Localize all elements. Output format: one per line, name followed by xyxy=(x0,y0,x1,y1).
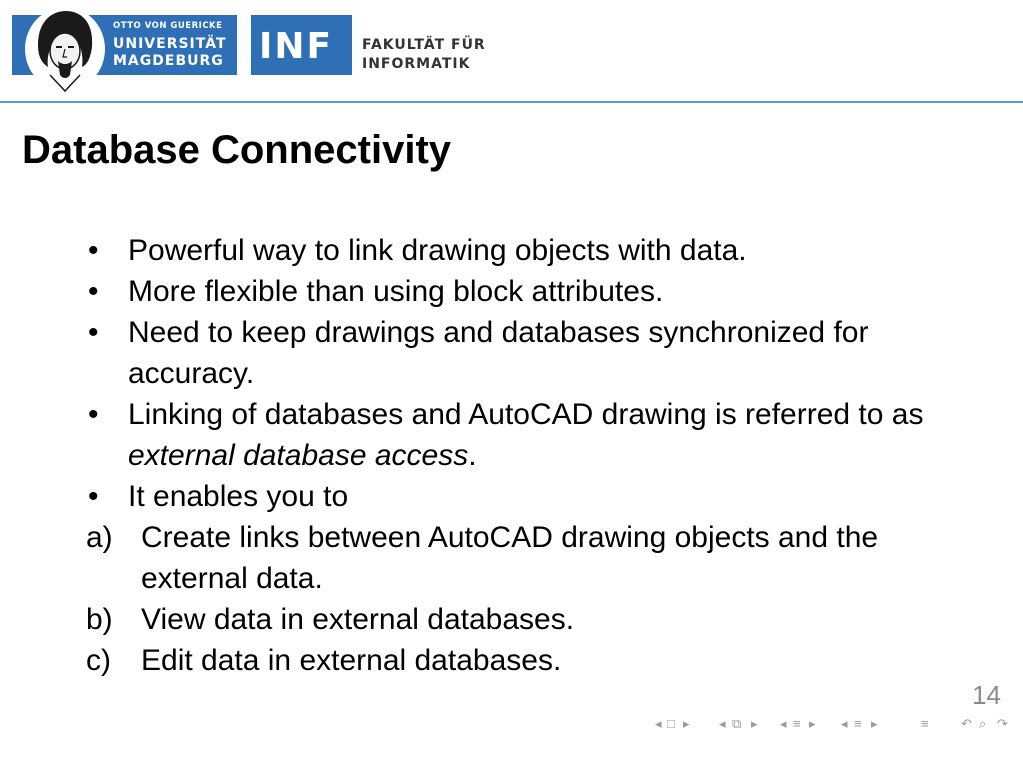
prev-frame-icon[interactable]: ◂ xyxy=(655,716,662,731)
bullet-item xyxy=(86,312,946,394)
search-icon[interactable]: ⌕ xyxy=(979,716,987,731)
bullet-text: More flexible than using block attributes. xyxy=(128,275,664,308)
lettered-item xyxy=(86,599,946,640)
bullet-text: It enables you to xyxy=(128,480,349,513)
prev-subsection-icon[interactable]: ◂ xyxy=(719,716,726,731)
letter-marker: a) xyxy=(86,521,113,554)
emphasized-term: external database access xyxy=(128,439,469,472)
header-divider xyxy=(0,101,1023,103)
university-name-line3: MAGDEBURG xyxy=(113,53,224,69)
section-icon[interactable]: ≡ xyxy=(793,716,801,731)
prev-section-icon[interactable]: ◂ xyxy=(780,716,787,731)
faculty-name-line1: FAKULTÄT FÜR xyxy=(362,37,486,53)
bullet-marker: • xyxy=(88,398,99,431)
page-number: 14 xyxy=(972,680,1001,710)
bullet-item xyxy=(86,394,946,476)
next-subsection-icon[interactable]: ▸ xyxy=(751,716,758,731)
doc-icon[interactable]: ≡ xyxy=(854,716,862,731)
bullet-text-end: . xyxy=(468,439,477,472)
faculty-abbrev: INF xyxy=(259,26,334,67)
letter-marker: b) xyxy=(86,603,113,636)
slide-header xyxy=(0,0,1023,103)
guericke-portrait-logo xyxy=(20,5,110,93)
bullet-marker: • xyxy=(88,480,99,513)
outline-icon[interactable]: ≡ xyxy=(921,716,929,731)
bullet-marker: • xyxy=(88,234,99,267)
university-name-line2: UNIVERSITÄT xyxy=(113,36,227,52)
lettered-text: Create links between AutoCAD drawing objects and the external data. xyxy=(141,521,879,595)
back-icon[interactable]: ↶ xyxy=(961,716,972,731)
beamer-navigation-bar xyxy=(655,716,1015,740)
bullet-item xyxy=(86,230,946,271)
lettered-item xyxy=(86,640,946,681)
lettered-text: View data in external databases. xyxy=(141,603,575,636)
lettered-item xyxy=(86,517,946,599)
bullet-text: Linking of databases and AutoCAD drawing is referred to as xyxy=(128,398,924,431)
bullet-text: Powerful way to link drawing objects with data. xyxy=(128,234,747,267)
faculty-name-line2: INFORMATIK xyxy=(362,56,471,72)
slide-title: Database Connectivity xyxy=(22,128,452,172)
university-name-line1: OTTO VON GUERICKE xyxy=(113,21,223,31)
slide-content xyxy=(86,230,946,681)
subsection-icon[interactable]: ⧉ xyxy=(732,716,742,731)
next-doc-icon[interactable]: ▸ xyxy=(871,716,878,731)
next-frame-icon[interactable]: ▸ xyxy=(683,716,690,731)
bullet-item xyxy=(86,271,946,312)
bullet-item xyxy=(86,476,946,517)
bullet-marker: • xyxy=(88,275,99,308)
bullet-marker: • xyxy=(88,316,99,349)
lettered-text: Edit data in external databases. xyxy=(141,644,562,677)
bullet-text: Need to keep drawings and databases synchronized for accuracy. xyxy=(128,316,869,390)
forward-icon[interactable]: ↷ xyxy=(997,716,1008,731)
letter-marker: c) xyxy=(86,644,111,677)
next-section-icon[interactable]: ▸ xyxy=(809,716,816,731)
prev-doc-icon[interactable]: ◂ xyxy=(841,716,848,731)
frame-icon[interactable]: □ xyxy=(667,716,675,731)
